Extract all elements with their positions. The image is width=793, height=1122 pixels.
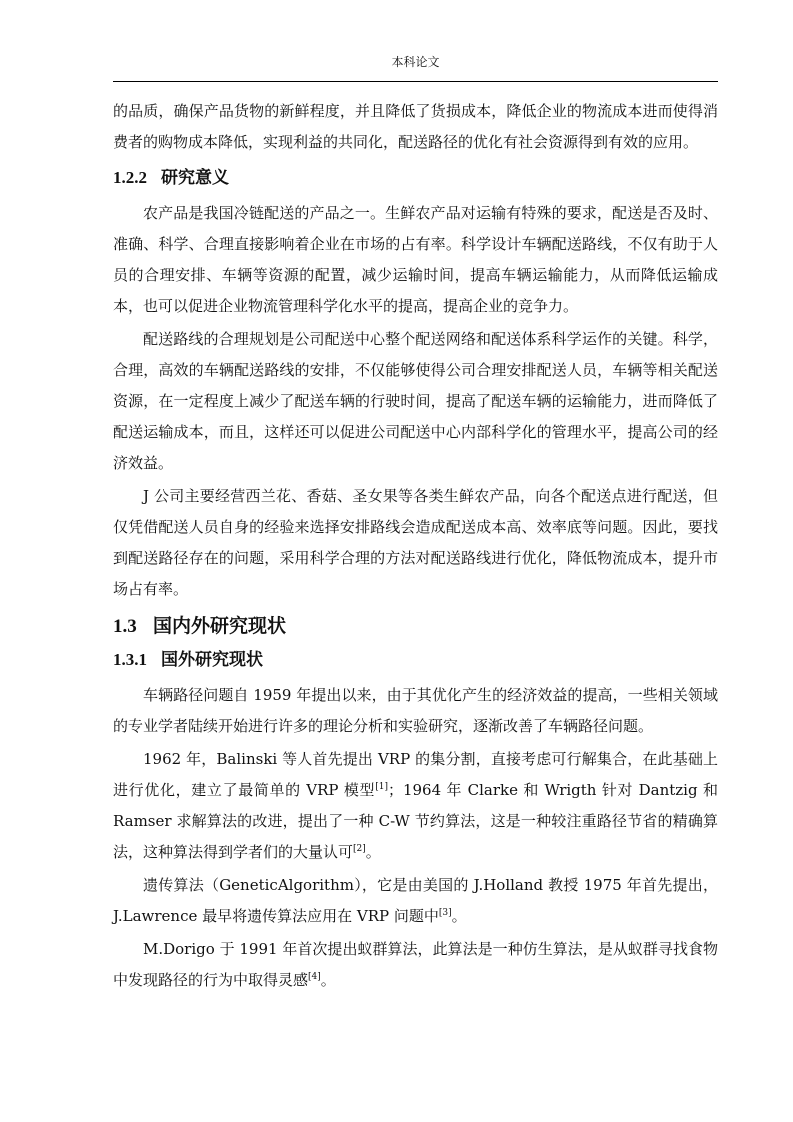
paragraph-text: 。 xyxy=(451,907,467,925)
section-number: 1.3 xyxy=(113,616,137,637)
paragraph xyxy=(113,744,718,868)
citation-ref: [1] xyxy=(375,782,388,792)
section-title: 国内外研究现状 xyxy=(153,616,287,637)
paragraph-continued: 的品质，确保产品货物的新鲜程度，并且降低了货损成本，降低企业的物流成本进而使得消费者的购物成本降低，实现利益的共同化，配送路径的优化有社会资源得到有效的应用。 xyxy=(113,102,718,151)
paragraph: J 公司主要经营西兰花、香菇、圣女果等各类生鲜农产品，向各个配送点进行配送，但仅凭借配送人员自身的经验来选择安排路线会造成配送成本高、效率底等问题。因此，要找到配送路径存在的问题，采用科学合理的方法对配送路线进行优化，降低物流成本，提升市场占有率。 xyxy=(113,487,718,598)
paragraph xyxy=(113,870,718,932)
section-number: 1.2.2 xyxy=(113,168,147,187)
citation-ref: [3] xyxy=(438,908,452,918)
paragraph-text: M.Dorigo 于 1991 年首次提出蚁群算法，此算法是一种仿生算法，是从蚁群寻找食物中发现路径的行为中取得灵感 xyxy=(113,940,718,989)
paragraph: 车辆路径问题自 1959 年提出以来，由于其优化产生的经济效益的提高，一些相关领域的专业学者陆续开始进行许多的理论分析和实验研究，逐渐改善了车辆路径问题。 xyxy=(113,686,718,735)
paragraph: 配送路线的合理规划是公司配送中心整个配送网络和配送体系科学运作的关键。科学，合理，高效的车辆配送路线的安排，不仅能够使得公司合理安排配送人员，车辆等相关配送资源，在一定程度上减少了配送车辆的行驶时间，提高了配送车辆的运输能力，进而降低了配送运输成本，而且，这样还可以促进公司配送中心内部科学化的管理水平，提高公司的经济效益。 xyxy=(113,330,718,472)
paragraph-text: ；1964 年 Clarke 和 Wrigth 针对 Dantzig 和 Ramser 求解算法的改进，提出了一种 C-W 节约算法，这是一种较注重路径节省的精确算法，这种算法得到学者们的大量认可 xyxy=(113,781,718,861)
paragraph: 农产品是我国冷链配送的产品之一。生鲜农产品对运输有特殊的要求，配送是否及时、准确、科学、合理直接影响着企业在市场的占有率。科学设计车辆配送路线，不仅有助于人员的合理安排、车辆等资源的配置，减少运输时间，提高车辆运输能力，从而降低运输成本，也可以促进企业物流管理科学化水平的提高，提高企业的竞争力。 xyxy=(113,204,718,315)
section-heading-1-3-1 xyxy=(113,649,718,671)
page-body xyxy=(113,96,718,996)
section-heading-1-2-2 xyxy=(113,167,718,189)
paragraph-text: 。 xyxy=(320,971,336,989)
paragraph xyxy=(113,934,718,996)
citation-ref: [4] xyxy=(308,972,321,982)
citation-ref: [2] xyxy=(353,844,366,854)
header-rule xyxy=(113,81,718,82)
running-header: 本科论文 xyxy=(391,55,440,69)
section-title: 研究意义 xyxy=(161,168,229,187)
section-title: 国外研究现状 xyxy=(161,650,263,669)
section-number: 1.3.1 xyxy=(113,650,147,669)
paragraph-text: 遗传算法（GeneticAlgorithm），它是由美国的 J.Holland 教授 1975 年首先提出，J.Lawrence 最早将遗传算法应用在 VRP 问题中 xyxy=(113,876,718,925)
paragraph-text: 1962 年，Balinski 等人首先提出 VRP 的集分割，直接考虑可行解集合，在此基础上进行优化，建立了最简单的 VRP 模型 xyxy=(113,750,718,799)
section-heading-1-3 xyxy=(113,615,718,639)
paragraph-text: 。 xyxy=(365,843,381,861)
